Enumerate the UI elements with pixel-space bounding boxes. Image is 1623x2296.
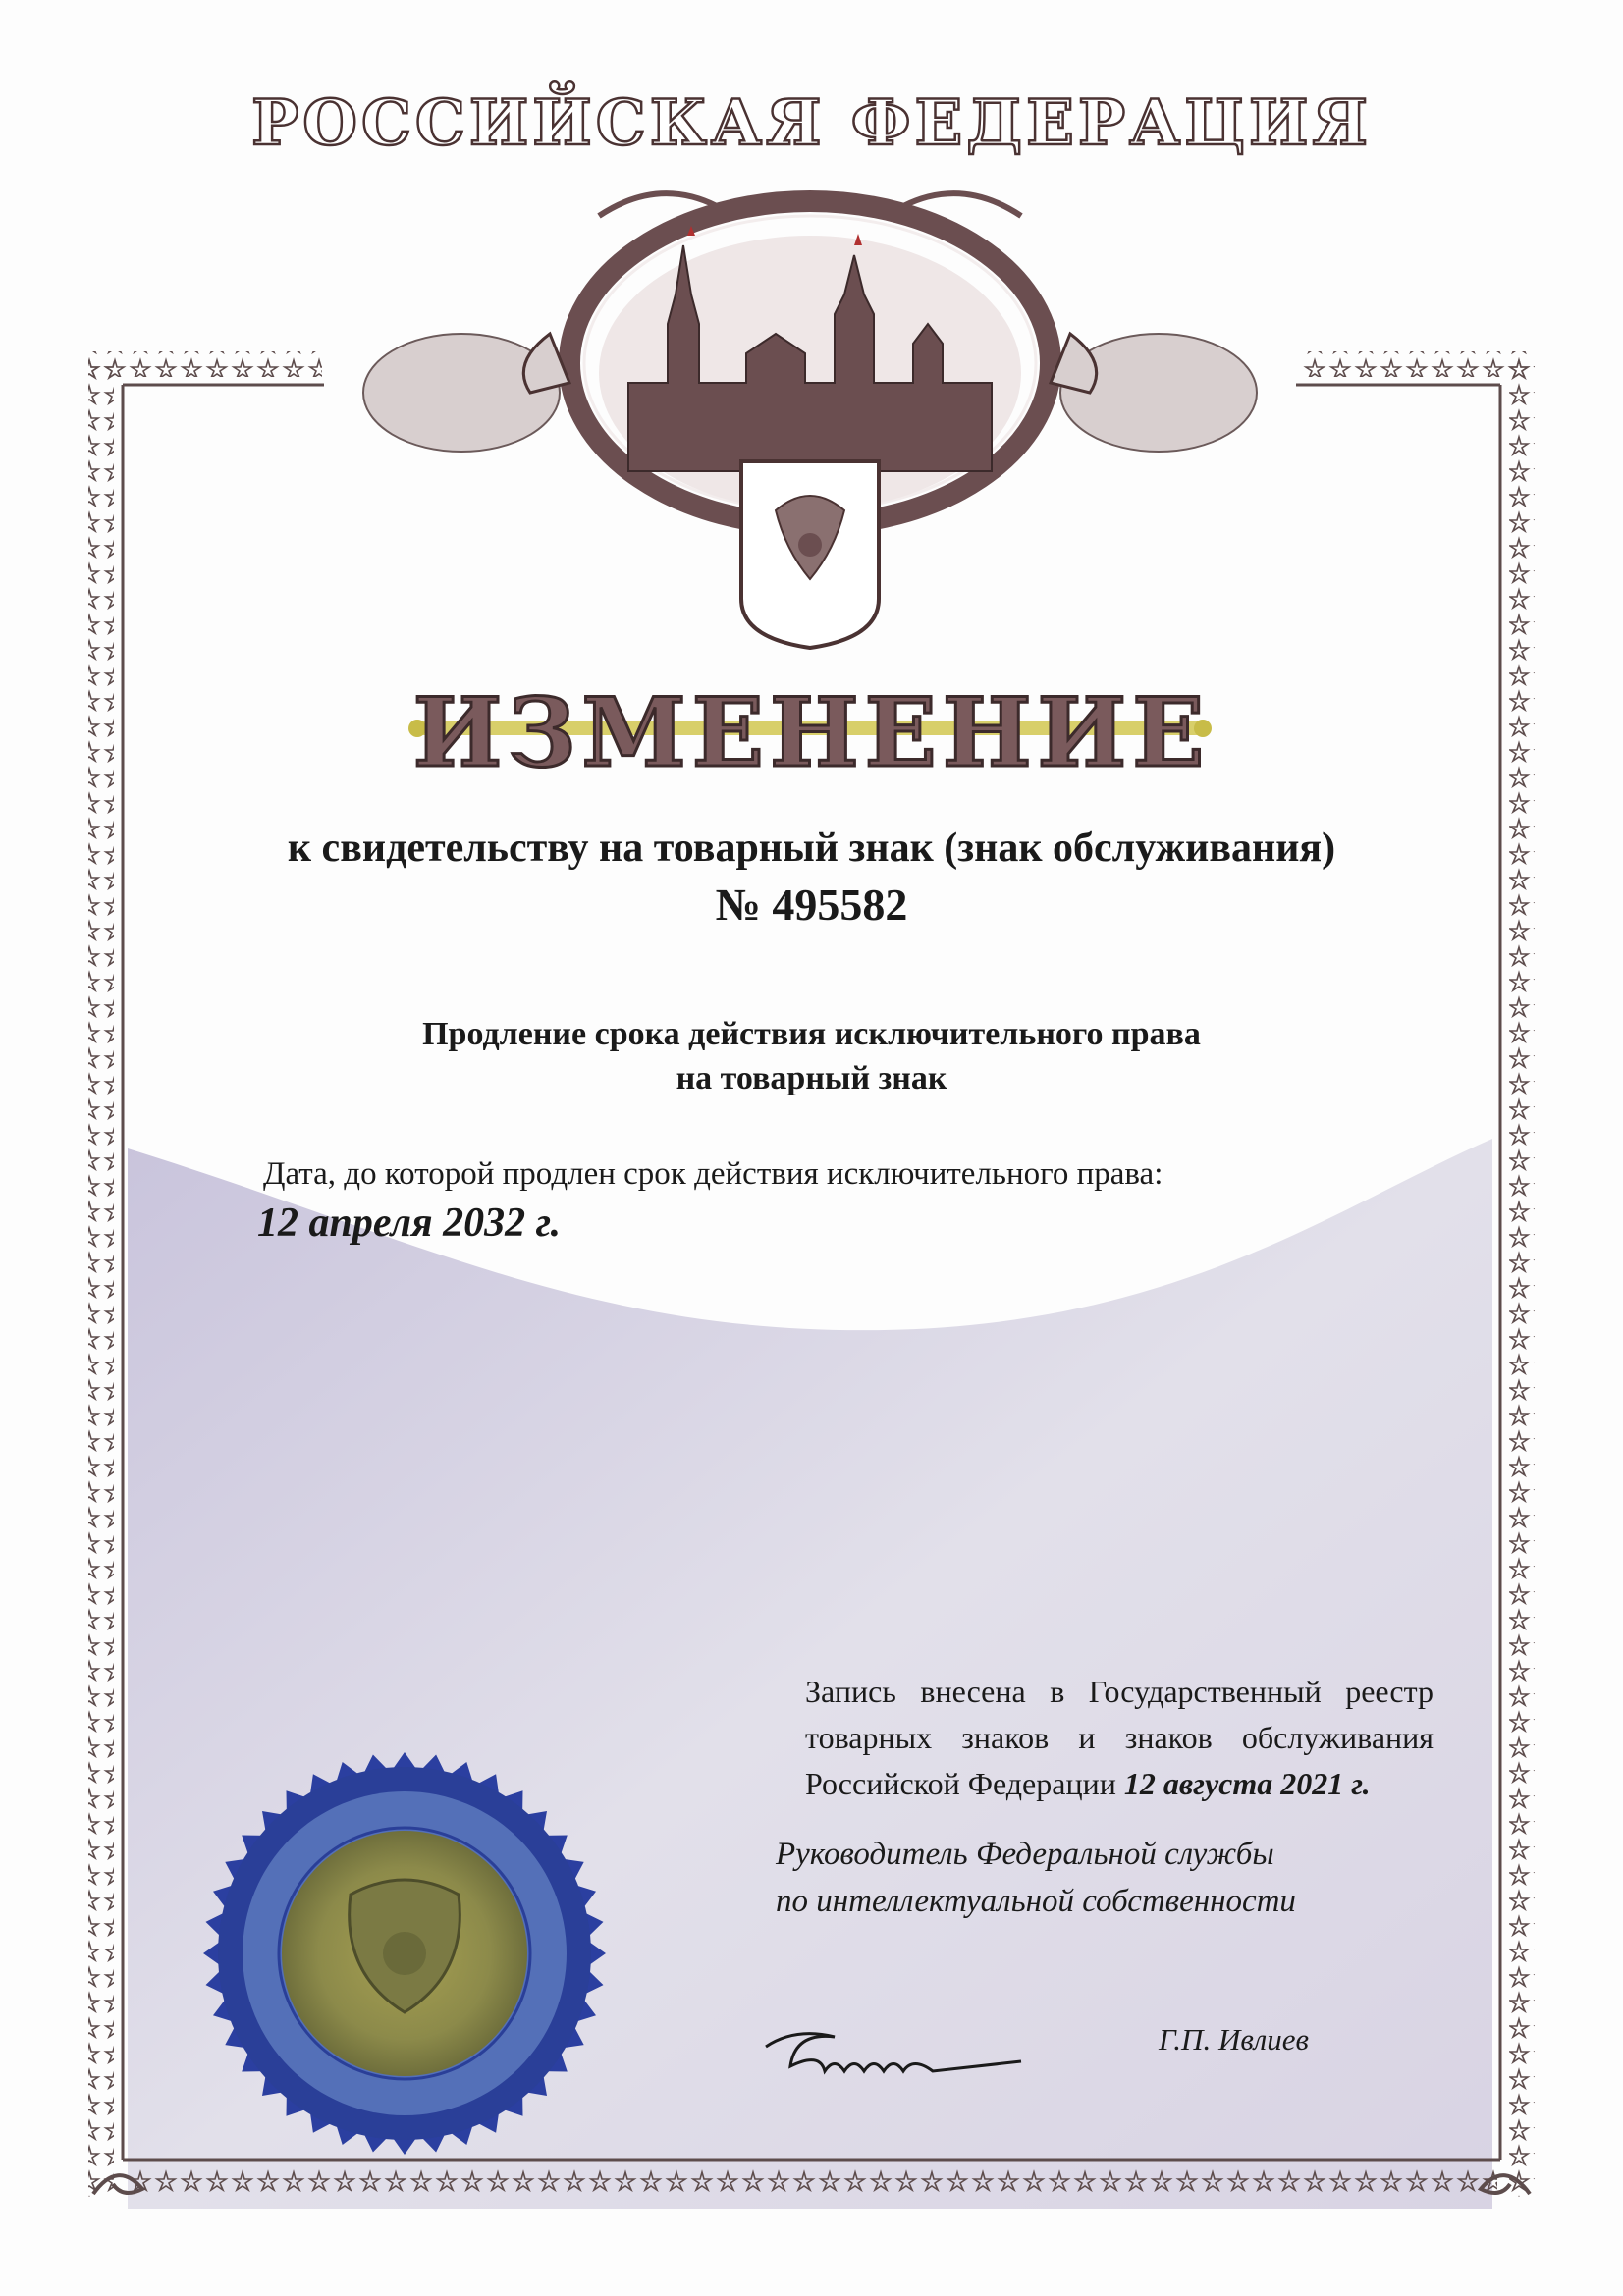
- certificate-subtitle: к свидетельству на товарный знак (знак обслуживания): [287, 826, 1336, 871]
- registry-date: 12 августа 2021 г.: [1123, 1766, 1371, 1801]
- extension-date-value: 12 апреля 2032 г.: [257, 1201, 562, 1246]
- registry-note: [805, 1669, 1434, 1807]
- official-seal: [203, 1752, 606, 2155]
- certificate-number: № 495582: [715, 880, 908, 930]
- kremlin-emblem: [363, 193, 1257, 648]
- extension-heading-line1: Продление срока действия исключительного права: [422, 1016, 1201, 1052]
- signatory-name: Г.П. Ивлиев: [1159, 2022, 1310, 2056]
- extension-heading-line2: на товарный знак: [676, 1060, 947, 1096]
- registry-text: Запись внесена в Государственный реестр товарных знаков и знаков обслуживания Российской Федерации: [805, 1674, 1434, 1801]
- signatory-position-line1: Руководитель Федеральной службы: [776, 1837, 1274, 1872]
- document-title: ИЗМЕНЕНИЕ: [412, 677, 1211, 788]
- country-heading: РОССИЙСКАЯ ФЕДЕРАЦИЯ: [251, 86, 1372, 160]
- extension-date-label: Дата, до которой продлен срок действия исключительного права:: [263, 1156, 1163, 1192]
- signatory-position-line2: по интеллектуальной собственности: [776, 1884, 1296, 1919]
- signatory-position: [776, 1831, 1296, 1925]
